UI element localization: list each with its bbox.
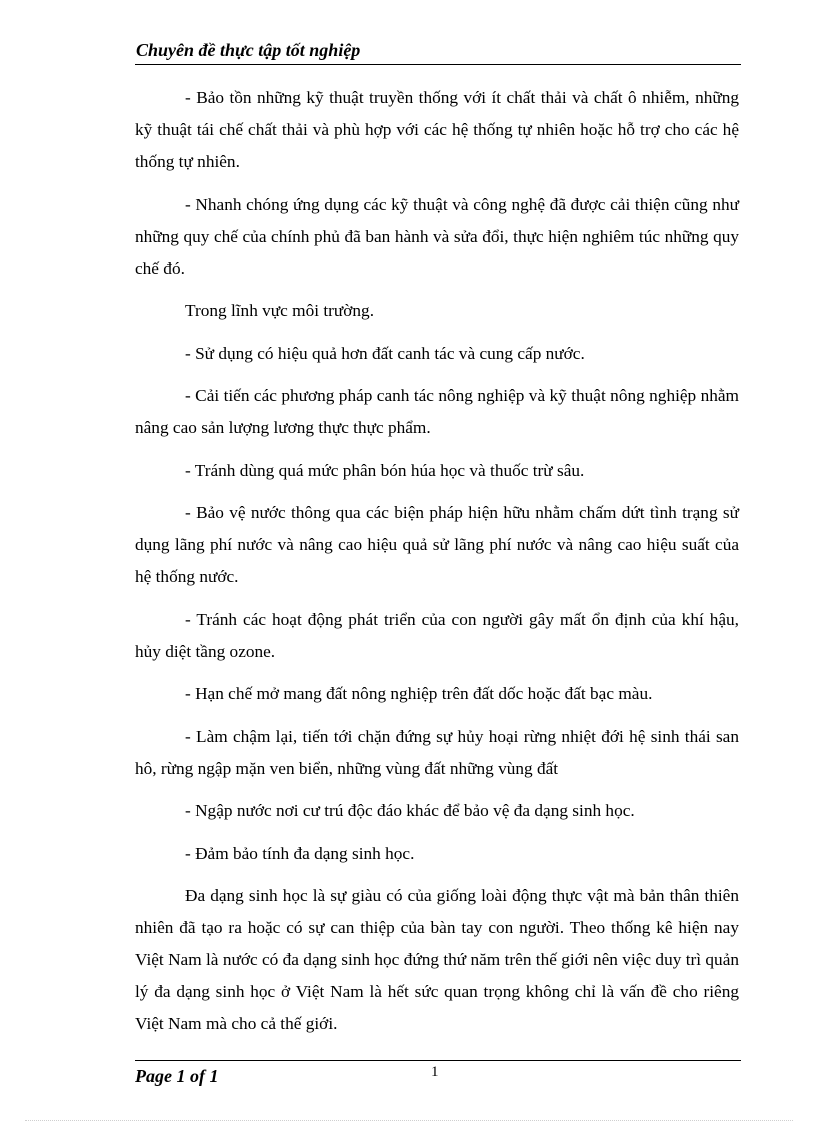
footer-page-label: Page 1 of 1 <box>135 1066 219 1086</box>
paragraph: Trong lĩnh vực môi trường. <box>185 301 375 320</box>
paragraph: - Tránh dùng quá mức phân bón húa học và thuốc trừ sâu. <box>185 460 585 480</box>
paragraph: - Bảo tồn những kỹ thuật truyền thống với ít chất thải và chất ô nhiễm, những kỹ thuật tái chế chất thải và phù hợp với các hệ thống tự nhiên hoặc hỗ trợ cho các hệ thống tự nhiên. <box>135 88 739 171</box>
paragraph: - Làm chậm lại, tiến tới chặn đứng sự hủy hoại rừng nhiệt đới hệ sinh thái san hô, rừng ngập mặn ven biển, những vùng đất những vùng đất <box>135 726 739 778</box>
paragraph: - Cải tiến các phương pháp canh tác nông nghiệp và kỹ thuật nông nghiệp nhằm nâng cao sản lượng lương thực thực phẩm. <box>135 386 739 437</box>
paragraph: - Bảo vệ nước thông qua các biện pháp hiện hữu nhằm chấm dứt tình trạng sử dụng lãng phí nước và nâng cao hiệu quả sử lãng phí nước và nâng cao hiệu suất của hệ thống nước. <box>135 503 739 586</box>
footer-divider <box>135 1060 741 1061</box>
paragraph: - Sử dụng có hiệu quả hơn đất canh tác và cung cấp nước. <box>185 343 585 363</box>
paragraph: - Tránh các hoạt động phát triển của con người gây mất ổn định của khí hậu, hủy diệt tầng ozone. <box>135 609 739 661</box>
document-body <box>135 82 739 1051</box>
page-header <box>135 38 741 65</box>
paragraph: - Nhanh chóng ứng dụng các kỹ thuật và công nghệ đã được cải thiện cũng như những quy chế của chính phủ đã ban hành và sửa đổi, thực hiện nghiêm túc những quy chế đó. <box>135 194 739 278</box>
paragraph: - Đảm bảo tính đa dạng sinh học. <box>185 843 415 863</box>
header-title: Chuyên đề thực tập tốt nghiệp <box>136 40 361 60</box>
footer-page-number: 1 <box>431 1064 439 1080</box>
paragraph: - Hạn chế mở mang đất nông nghiệp trên đất dốc hoặc đất bạc màu. <box>185 684 653 703</box>
paragraph: Đa dạng sinh học là sự giàu có của giống loài động thực vật mà bản thân thiên nhiên đã tạo ra hoặc có sự can thiệp của bàn tay con người. Theo thống kê hiện nay Việt Nam là nước có đa dạng sinh học đứng thứ năm trên thế giới nên việc duy trì quản lý đa dạng sinh học ở Việt Nam là hết sức quan trọng không chỉ là vấn đề cho riêng Việt Nam mà cho cả thế giới. <box>135 886 739 1033</box>
page-edge-divider <box>25 1120 793 1121</box>
paragraph: - Ngập nước nơi cư trú độc đáo khác để bảo vệ đa dạng sinh học. <box>185 801 635 820</box>
